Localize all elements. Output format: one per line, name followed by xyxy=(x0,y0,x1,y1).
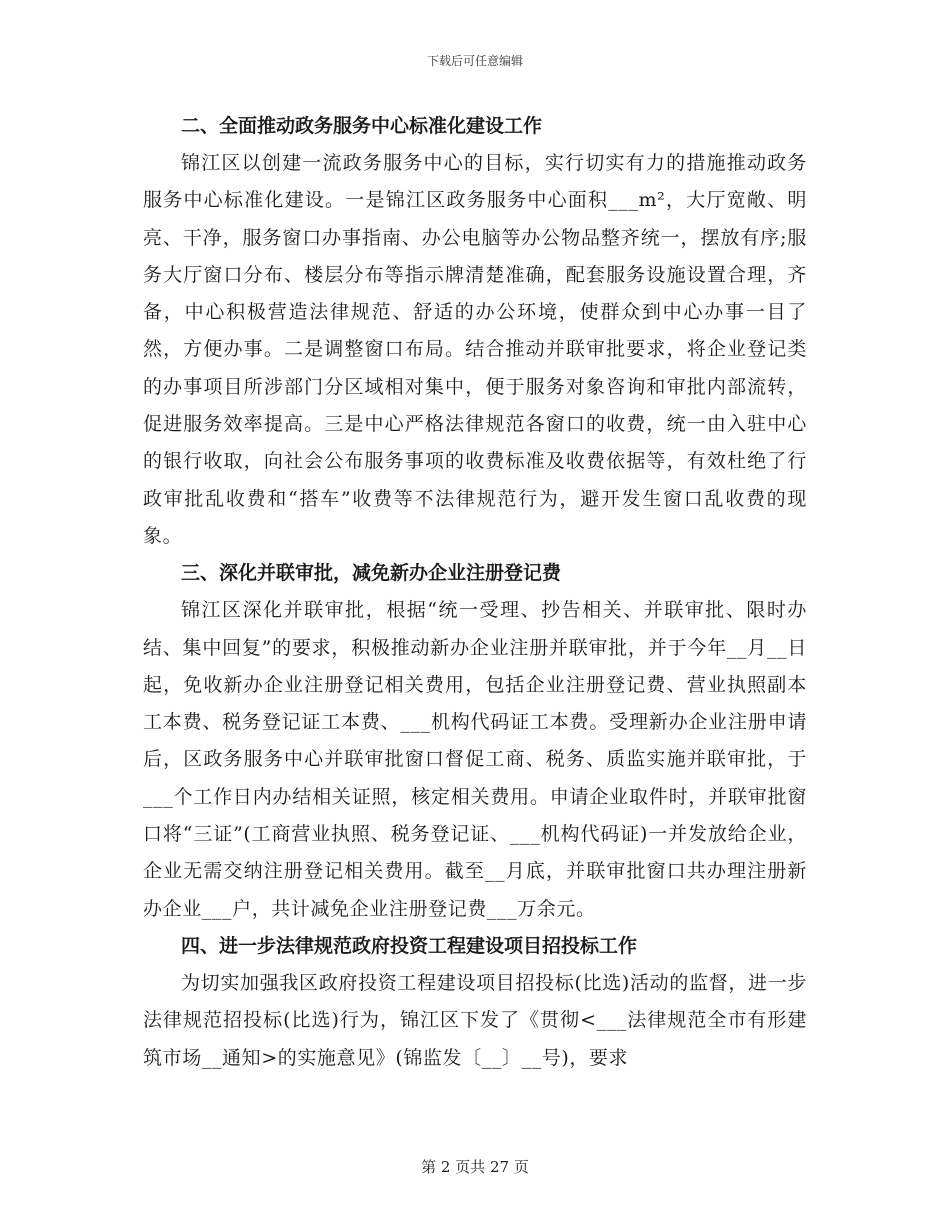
section-paragraph-2: 锦江区以创建一流政务服务中心的目标，实行切实有力的措施推动政务服务中心标准化建设。一是锦江区政务服务中心面积___m²，大厅宽敞、明亮、干净，服务窗口办事指南、办公电脑等办公物品整齐统一，摆放有序;服务大厅窗口分布、楼层分布等指示牌清楚准确，配套服务设施设置合理，齐备，中心积极营造法律规范、舒适的办公环境，使群众到中心办事一目了然，方便办事。二是调整窗口布局。结合推动并联审批要求，将企业登记类的办事项目所涉部门分区域相对集中，便于服务对象咨询和审批内部流转，促进服务效率提高。三是中心严格法律规范各窗口的收费，统一由入驻中心的银行收取，向社会公布服务事项的收费标准及收费依据等，有效杜绝了行政审批乱收费和“搭车”收费等不法律规范行为，避开发生窗口乱收费的现象。 xyxy=(143,152,807,547)
section-heading-3: 三、深化并联审批，减免新办企业注册登记费 xyxy=(181,562,562,585)
document-body xyxy=(143,108,807,1077)
section-paragraph-4: 为切实加强我区政府投资工程建设项目招投标(比选)活动的监督，进一步法律规范招投标(比选)行为，锦江区下发了《贯彻<___法律规范全市有形建筑市场__通知>的实施意见》(锦监发〔__〕__号)，要求 xyxy=(143,971,807,1069)
section-heading-2: 二、全面推动政务服务中心标准化建设工作 xyxy=(181,115,543,137)
section-heading-4: 四、进一步法律规范政府投资工程建设项目招投标工作 xyxy=(181,934,638,957)
section-paragraph-3: 锦江区深化并联审批，根据“统一受理、抄告相关、并联审批、限时办结、集中回复”的要求，积极推动新办企业注册并联审批，并于今年__月__日起，免收新办企业注册登记相关费用，包括企业注册登记费、营业执照副本工本费、税务登记证工本费、___机构代码证工本费。受理新办企业注册申请后，区政务服务中心并联审批窗口督促工商、税务、质监实施并联审批，于___个工作日内办结相关证照，核定相关费用。申请企业取件时，并联审批窗口将“三证”(工商营业执照、税务登记证、___机构代码证)一并发放给企业，企业无需交纳注册登记相关费用。截至__月底，并联审批窗口共办理注册新办企业___户，共计减免企业注册登记费___万余元。 xyxy=(143,599,807,920)
page-number: 第 2 页共 27 页 xyxy=(421,1158,529,1176)
page-header-note: 下载后可任意编辑 xyxy=(426,54,523,68)
